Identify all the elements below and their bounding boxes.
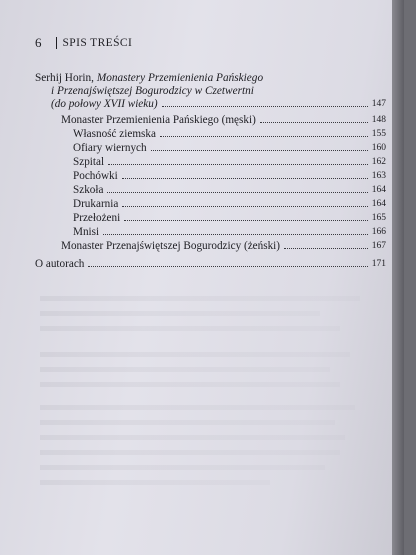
show-through-line xyxy=(40,367,330,372)
show-through-line xyxy=(40,326,340,331)
toc-entry xyxy=(61,240,386,252)
leader-dots xyxy=(122,177,368,179)
show-through-line xyxy=(40,465,325,470)
main-entry-line1 xyxy=(35,72,263,84)
leader-dots xyxy=(260,121,368,123)
main-entry-title-line1: Monastery Przemienienia Pańskiego xyxy=(96,72,264,84)
leader-dots xyxy=(107,191,367,193)
show-through-line xyxy=(40,450,340,455)
toc-entry-label: Szkoła xyxy=(73,184,104,196)
leader-dots xyxy=(162,105,368,107)
main-entry-page: 147 xyxy=(371,99,386,109)
toc-entry-page: 162 xyxy=(371,157,386,167)
toc-entry-label: Pochówki xyxy=(73,170,118,182)
leader-dots xyxy=(160,135,368,137)
toc-entry xyxy=(73,226,386,238)
toc-entry-label: Szpital xyxy=(73,156,105,168)
toc-entry xyxy=(35,258,386,270)
leader-dots xyxy=(122,205,367,207)
toc-entry-label: Mnisi xyxy=(73,226,100,238)
page-edge xyxy=(392,0,404,555)
show-through-line xyxy=(40,382,340,387)
toc-entry-page: 167 xyxy=(371,241,386,251)
main-entry-author: Serhij Horin, xyxy=(35,72,97,84)
leader-dots xyxy=(103,233,368,235)
toc-entry xyxy=(73,170,386,182)
toc-entry-label: O autorach xyxy=(35,258,85,270)
main-entry-title-line3: (do połowy XVII wieku) xyxy=(51,98,158,110)
show-through-line xyxy=(40,435,345,440)
toc-entry-label: Własność ziemska xyxy=(73,128,156,140)
toc-entry xyxy=(73,156,386,168)
toc-entry-page: 171 xyxy=(371,259,386,269)
toc-entry-page: 166 xyxy=(371,227,386,237)
leader-dots xyxy=(124,219,368,221)
toc-entry-label: Ofiary wiernych xyxy=(73,142,147,154)
show-through-line xyxy=(40,352,350,357)
toc-entry xyxy=(73,184,386,196)
show-through-line xyxy=(40,296,360,301)
toc-entry xyxy=(61,114,386,126)
toc-entry xyxy=(73,212,386,224)
main-entry-line3 xyxy=(51,98,386,110)
toc-entry-label: Przełożeni xyxy=(73,212,121,224)
main-entry-title-line2: i Przenajświętszej Bogurodzicy w Czetwertni xyxy=(51,85,254,97)
toc-entry-page: 164 xyxy=(371,185,386,195)
toc-entry-page: 165 xyxy=(371,213,386,223)
toc-entry-page: 148 xyxy=(371,115,386,125)
leader-dots xyxy=(88,265,367,267)
toc-entry xyxy=(73,198,386,210)
leader-dots xyxy=(284,247,368,249)
running-header xyxy=(35,35,132,51)
toc-entry-page: 160 xyxy=(371,143,386,153)
show-through-line xyxy=(40,480,270,485)
show-through-line xyxy=(40,405,355,410)
toc-entry-label: Monaster Przenajświętszej Bogurodzicy (żeński) xyxy=(61,240,281,252)
page-number: 6 xyxy=(35,35,42,50)
toc-entry-label: Monaster Przemienienia Pańskiego (męski) xyxy=(61,114,256,126)
toc-entry-page: 163 xyxy=(371,171,386,181)
leader-dots xyxy=(108,163,368,165)
toc-entry xyxy=(73,142,386,154)
toc-entry-label: Drukarnia xyxy=(73,198,119,210)
toc-entry-page: 164 xyxy=(371,199,386,209)
leader-dots xyxy=(151,149,368,151)
show-through-line xyxy=(40,311,320,316)
section-title: SPIS TREŚCI xyxy=(62,37,133,49)
show-through-line xyxy=(40,420,335,425)
header-separator xyxy=(56,37,57,49)
toc-entry xyxy=(73,128,386,140)
toc-entry-page: 155 xyxy=(371,129,386,139)
